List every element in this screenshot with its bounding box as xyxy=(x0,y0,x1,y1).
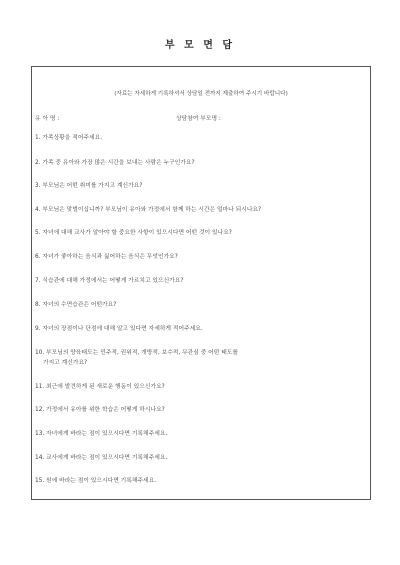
question-14: 14. 교사에게 바라는 점이 있으시다면 기록해주세요. xyxy=(35,455,168,461)
question-1: 1. 가족상황을 적어주세요. xyxy=(35,135,103,141)
submission-notice: (자료는 자세하게 기록하셔서 상담일 전까지 제출하여 주시기 바랍니다) xyxy=(114,91,288,97)
question-6: 6. 자녀가 좋아하는 음식과 싫어하는 음식은 무엇인가요? xyxy=(35,254,178,260)
question-13: 13. 자녀에게 바라는 점이 있으시다면 기록해주세요. xyxy=(35,431,168,437)
parent-name-label: 상담참여 부모명 : xyxy=(176,116,221,122)
question-12: 12. 가정에서 유아를 위한 학습은 어떻게 하시나요? xyxy=(35,407,165,413)
question-2: 2. 가족 중 유아와 가장 많은 시간을 보내는 사람은 누구인가요? xyxy=(35,160,195,166)
question-8: 8. 자녀의 수면습관은 어떤가요? xyxy=(35,302,117,308)
child-name-label: 유 아 명 : xyxy=(35,116,60,122)
question-9: 9. 자녀의 장점이나 단점에 대해 알고 있다면 자세하게 적어주세요. xyxy=(35,326,203,332)
document-title: 부 모 면 담 xyxy=(164,40,236,51)
question-10-continued xyxy=(35,359,365,368)
question-4: 4. 부모님은 맞벌이십니까? 부모님이 유아와 가정에서 함께 하는 시간은 얼마나 되시나요? xyxy=(35,207,262,213)
question-11: 11. 최근에 발견하게 된 새로운 행동이 있으신가요? xyxy=(35,384,165,390)
question-7: 7. 식습관에 대해 가정에서는 어떻게 가르치고 있으신가요? xyxy=(35,278,184,284)
question-5: 5. 자녀에 대해 교사가 알아야 할 중요한 사항이 있으시다면 어떤 것이 있나요? xyxy=(35,230,232,236)
question-3: 3. 부모님은 어떤 취미를 가지고 계신가요? xyxy=(35,183,143,189)
question-10: 10. 부모님의 양육태도는 민주적, 권위적, 개방적, 보수적, 무관심 중 어떤 태도를 xyxy=(35,350,239,356)
interview-form xyxy=(31,66,371,500)
question-10-line-2: 가지고 계신가요? xyxy=(43,360,88,366)
question-15: 15. 원에 바라는 점이 있으시다면 기록해주세요. xyxy=(35,478,157,484)
